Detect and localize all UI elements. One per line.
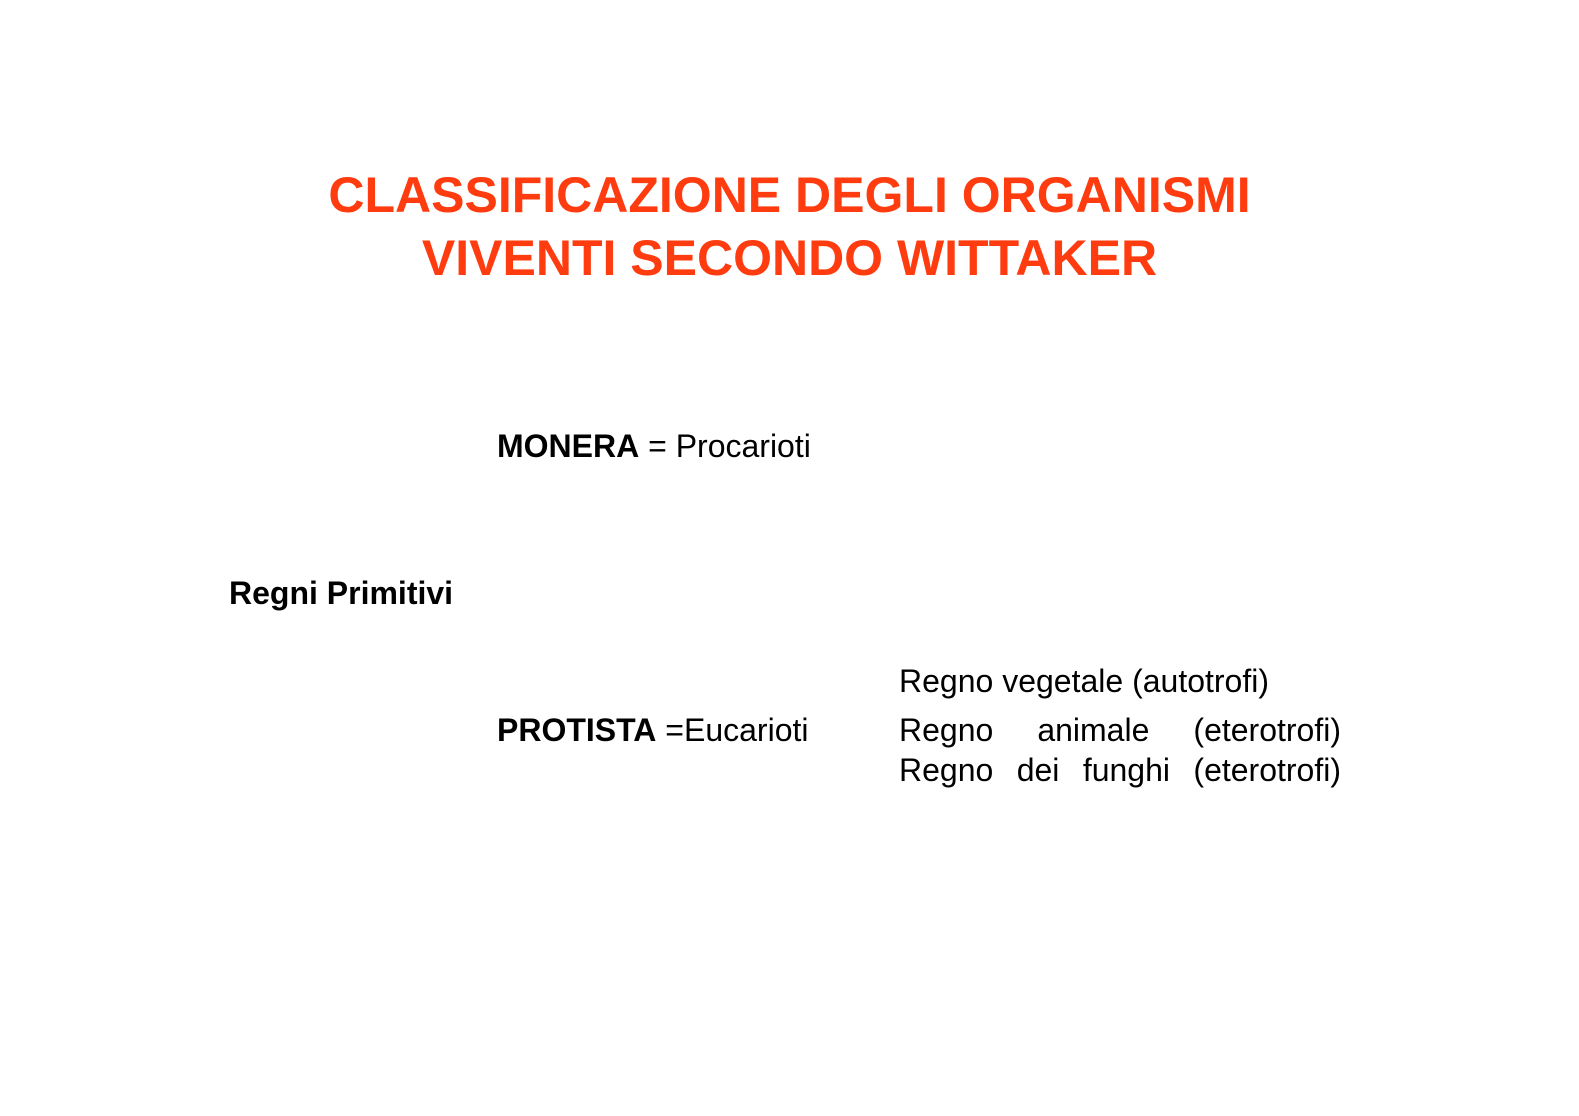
protista-definition: =Eucarioti — [656, 712, 809, 748]
kingdom-animale: Regno animale (eterotrofi) — [899, 712, 1341, 748]
protista-entry — [497, 710, 808, 750]
title-line-2: VIVENTI SECONDO WITTAKER — [421, 230, 1158, 286]
kingdom-funghi: Regno dei funghi (eterotrofi) — [899, 752, 1341, 788]
title-line-1: CLASSIFICAZIONE DEGLI ORGANISMI — [328, 167, 1251, 223]
monera-entry — [497, 426, 811, 466]
slide-title — [0, 164, 1579, 290]
monera-term: MONERA — [497, 428, 640, 464]
group-label: Regni Primitivi — [229, 575, 454, 611]
kingdom-vegetale: Regno vegetale (autotrofi) — [899, 663, 1269, 699]
protista-term: PROTISTA — [497, 712, 657, 748]
monera-definition: = Procarioti — [639, 428, 811, 464]
